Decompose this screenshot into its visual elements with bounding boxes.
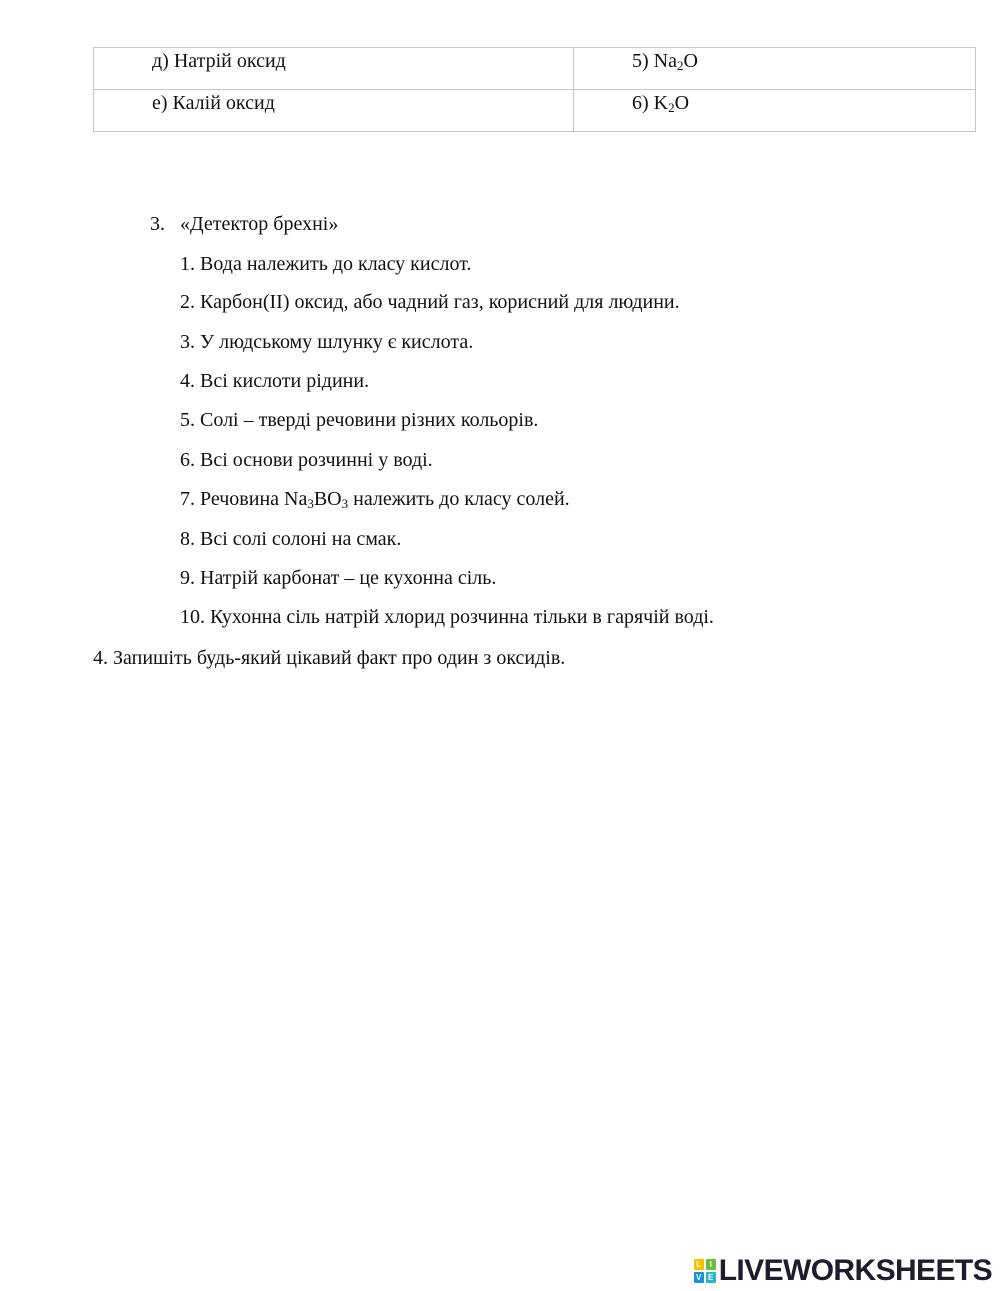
statement-5 <box>180 408 538 432</box>
table-row <box>94 90 975 131</box>
formula-cell <box>574 48 975 89</box>
subscript: 3 <box>307 496 314 511</box>
section-title: «Детектор брехні» <box>180 213 339 235</box>
statement-number: 9. <box>180 567 195 589</box>
statement-number: 4. <box>180 370 195 392</box>
substance-name-cell: д) Натрій оксид <box>94 48 574 89</box>
substance-name-cell: е) Калій оксид <box>94 90 574 131</box>
statement-number: 10. <box>180 606 205 628</box>
subscript: 3 <box>341 496 349 511</box>
statement-6 <box>180 448 433 472</box>
statement-text: Всі солі солоні на смак. <box>200 528 402 550</box>
logo-tile: V <box>694 1272 704 1283</box>
formula-text: O <box>674 92 690 114</box>
matching-table <box>93 47 976 132</box>
table-row <box>94 48 975 90</box>
statement-text-middle: BO <box>313 488 342 510</box>
statement-8 <box>180 527 401 551</box>
formula-cell <box>574 90 975 131</box>
statement-number: 8. <box>180 528 195 550</box>
logo-tile: E <box>706 1272 716 1283</box>
statement-text: Солі – тверді речовини різних кольорів. <box>200 409 539 431</box>
statement-3 <box>180 330 473 354</box>
statement-number: 5. <box>180 409 195 431</box>
statement-number: 3. <box>180 331 195 353</box>
statement-number: 7. <box>180 488 195 510</box>
logo-icon <box>694 1259 716 1283</box>
statement-text-start: Речовина Na <box>200 488 308 510</box>
formula-text: 5) Na <box>632 50 677 72</box>
subscript: 2 <box>676 58 684 73</box>
section-number: 4. <box>93 647 108 669</box>
formula-text: O <box>683 50 698 72</box>
statement-number: 1. <box>180 253 195 275</box>
statement-text: Вода належить до класу кислот. <box>200 253 472 275</box>
section-3-heading <box>150 212 338 236</box>
statement-text: Карбон(ІІ) оксид, або чадний газ, корисний для людини. <box>200 291 680 313</box>
statement-1 <box>180 252 471 276</box>
statement-7 <box>180 487 570 511</box>
statement-text: Всі основи розчинні у воді. <box>200 449 433 471</box>
section-number: 3. <box>150 213 165 235</box>
logo-tile: L <box>694 1259 704 1270</box>
logo-text: LIVEWORKSHEETS <box>718 1254 992 1287</box>
formula-text: 6) K <box>632 92 669 114</box>
section-4-task <box>93 646 565 670</box>
task-text: Запишіть будь-який цікавий факт про один з оксидів. <box>113 647 566 669</box>
statement-text <box>200 488 570 510</box>
liveworksheets-logo <box>694 1255 992 1287</box>
statement-text: Всі кислоти рідини. <box>200 370 370 392</box>
subscript: 2 <box>668 100 675 115</box>
statement-9 <box>180 566 496 590</box>
statement-2 <box>180 290 680 314</box>
statement-10 <box>180 605 714 629</box>
logo-tile: I <box>706 1259 716 1270</box>
statement-4 <box>180 369 369 393</box>
statement-text: Кухонна сіль натрій хлорид розчинна тільки в гарячій воді. <box>210 606 714 628</box>
statement-number: 6. <box>180 449 195 471</box>
statement-text: Натрій карбонат – це кухонна сіль. <box>200 567 497 589</box>
statement-text: У людському шлунку є кислота. <box>200 331 474 353</box>
statement-text-end: належить до класу солей. <box>348 488 570 510</box>
statement-number: 2. <box>180 291 195 313</box>
